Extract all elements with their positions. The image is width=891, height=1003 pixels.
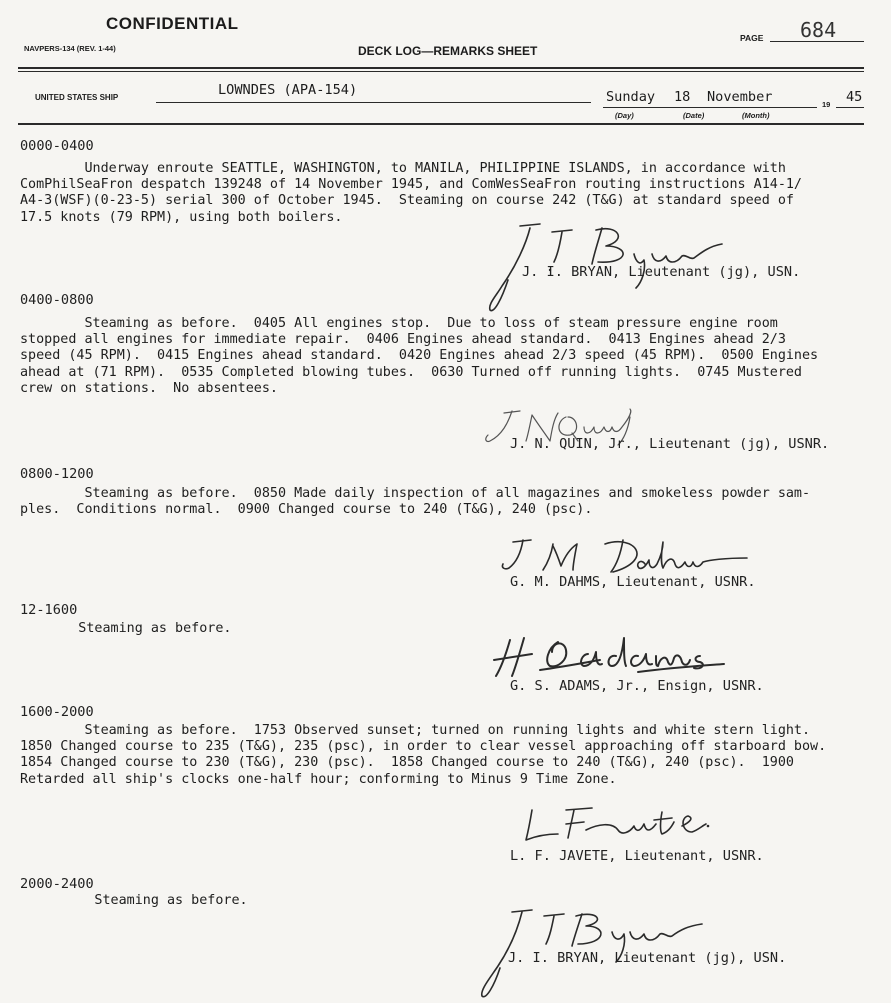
page-number: 684 (800, 18, 837, 42)
officer-signature (522, 802, 722, 847)
form-title: DECK LOG—REMARKS SHEET (358, 44, 538, 58)
header-rule-top-2 (18, 71, 864, 72)
header-rule-top (18, 67, 864, 69)
officer-name: J. I. BRYAN, Lieutenant (jg), USN. (508, 950, 787, 966)
log-remarks: Steaming as before. (38, 893, 248, 908)
ship-name: LOWNDES (APA-154) (218, 82, 358, 98)
day-caption: (Day) (615, 111, 634, 120)
form-number: NAVPERS-134 (REV. 1-44) (24, 44, 116, 53)
year-underline (836, 107, 864, 108)
officer-name: J. N. QUIN, Jr., Lieutenant (jg), USNR. (510, 436, 830, 452)
header-rule-bottom (18, 123, 864, 125)
watch-period: 12-1600 (20, 602, 78, 618)
officer-name: G. S. ADAMS, Jr., Ensign, USNR. (510, 678, 764, 694)
log-day: Sunday (606, 89, 656, 105)
log-date: 18 (674, 89, 691, 105)
log-remarks: Underway enroute SEATTLE, WASHINGTON, to MANILA, PHILIPPINE ISLANDS, in accordance with ComPhilSeaFron despatch 139248 of 14 November 1945, and ComWesSeaFron routing instructions A14-1/ A4-3(WSF)(0-23-5) serial 300 of October 1945. Steaming on course 242 (T&G) at standard speed of 17.5 knots (79 RPM), using both boilers. (20, 161, 802, 225)
log-year: 45 (846, 89, 863, 105)
watch-period: 0800-1200 (20, 466, 94, 482)
log-remarks: Steaming as before. 1753 Observed sunset; turned on running lights and white stern light. 1850 Changed course to 235 (T&G), 235 (psc), in order to clear vessel approaching off starboard bow. 1854 Changed course to 230 (T&G), 230 (psc). 1858 Changed course to 240 (T&G), 240 (psc). 1900 Retarded all ship's clocks one-half hour; conforming to Minus 9 Time Zone. (20, 723, 827, 787)
ship-underline (156, 102, 591, 103)
watch-period: 1600-2000 (20, 704, 94, 720)
officer-name: J. I. BRYAN, Lieutenant (jg), USN. (522, 264, 801, 280)
classification-label: CONFIDENTIAL (106, 14, 239, 33)
officer-name: G. M. DAHMS, Lieutenant, USNR. (510, 574, 756, 590)
year-prefix: 19 (822, 100, 831, 109)
watch-period: 0400-0800 (20, 292, 94, 308)
date-caption: (Date) (683, 111, 705, 120)
month-caption: (Month) (742, 111, 770, 120)
log-remarks: Steaming as before. (38, 621, 232, 636)
log-month: November (707, 89, 773, 105)
ship-label: UNITED STATES SHIP (35, 93, 119, 102)
watch-period: 2000-2400 (20, 876, 94, 892)
date-underline (603, 107, 817, 108)
officer-signature (495, 534, 755, 579)
watch-period: 0000-0400 (20, 138, 94, 154)
officer-name: L. F. JAVETE, Lieutenant, USNR. (510, 848, 764, 864)
page-label: PAGE (740, 33, 764, 43)
log-remarks: Steaming as before. 0850 Made daily inspection of all magazines and smokeless powder sam- ples. Conditions normal. 0900 Changed course to 240 (T&G), 240 (psc). (20, 486, 811, 518)
officer-signature (488, 632, 728, 682)
log-remarks: Steaming as before. 0405 All engines stop. Due to loss of steam pressure engine room stopped all engines for immediate repair. 0406 Engines ahead standard. 0413 Engines ahead 2/3 speed (45 RPM). 0415 Engines ahead standard. 0420 Engines ahead 2/3 speed (45 RPM). 0500 Engines ahead at (71 RPM). 0535 Completed blowing tubes. 0630 Turned off running lights. 0745 Mustered crew on stations. No absentees. (20, 316, 819, 396)
